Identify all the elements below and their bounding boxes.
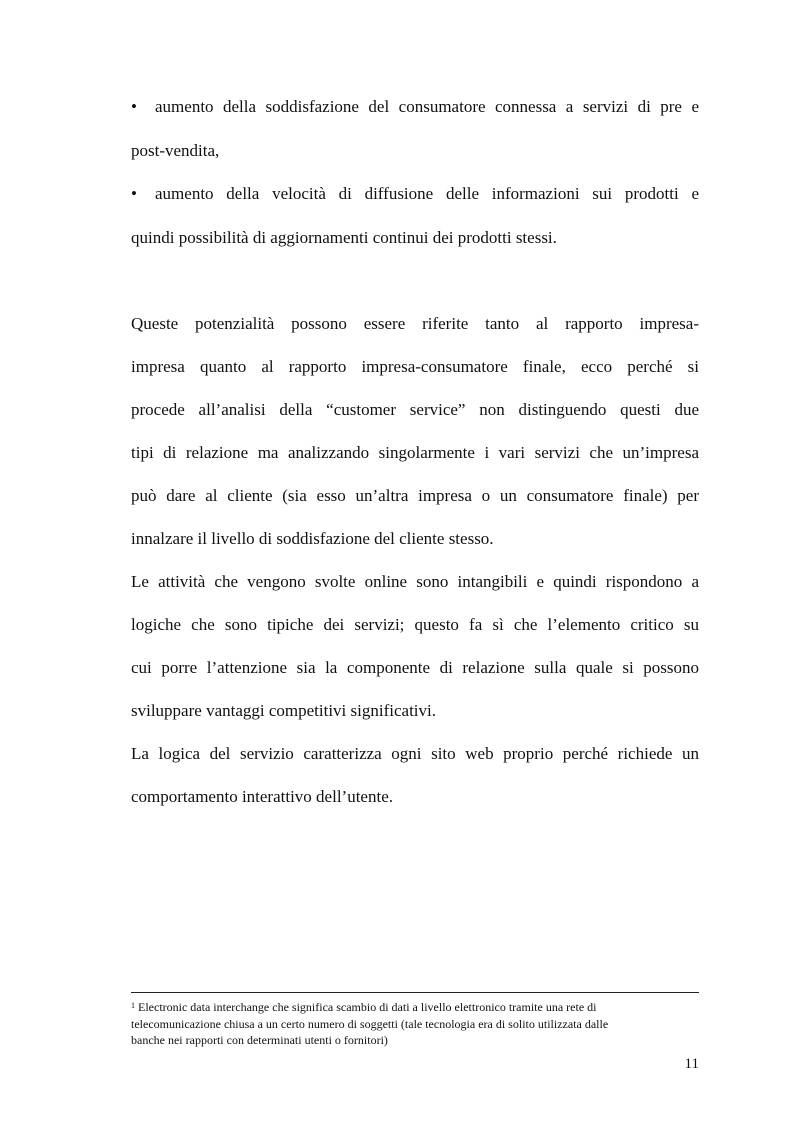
footnote-separator bbox=[131, 992, 699, 993]
paragraph-2-line-3: cui porre l’attenzione sia la componente di relazione sulla quale si possono bbox=[131, 658, 699, 677]
footnote-line-1 bbox=[131, 1000, 596, 1015]
paragraph-1-line-1: Queste potenzialità possono essere riferite tanto al rapporto impresa- bbox=[131, 314, 699, 333]
bullet-1-text-1: aumento della soddisfazione del consumatore connessa a servizi di pre e bbox=[155, 97, 699, 116]
footnote-marker: 1 bbox=[131, 1001, 135, 1010]
paragraph-1-line-4: tipi di relazione ma analizzando singolarmente i vari servizi che un’impresa bbox=[131, 443, 699, 462]
paragraph-1-line-6: innalzare il livello di soddisfazione del cliente stesso. bbox=[131, 529, 494, 548]
paragraph-2-line-4: sviluppare vantaggi competitivi significativi. bbox=[131, 701, 436, 720]
paragraph-2-line-1: Le attività che vengono svolte online sono intangibili e quindi rispondono a bbox=[131, 572, 699, 591]
page-number: 11 bbox=[684, 1056, 699, 1072]
footnote-text-1: Electronic data interchange che significa scambio di dati a livello elettronico tramite una rete di bbox=[138, 1000, 597, 1014]
paragraph-1-line-5: può dare al cliente (sia esso un’altra impresa o un consumatore finale) per bbox=[131, 486, 699, 505]
paragraph-2-line-2: logiche che sono tipiche dei servizi; questo fa sì che l’elemento critico su bbox=[131, 615, 699, 634]
bullet-1-line-1 bbox=[131, 97, 699, 117]
bullet-2-line-1 bbox=[131, 184, 699, 204]
paragraph-3-line-2: comportamento interattivo dell’utente. bbox=[131, 787, 393, 806]
bullet-2-marker: • bbox=[131, 184, 137, 203]
footnote-line-2: telecomunicazione chiusa a un certo numero di soggetti (tale tecnologia era di solito utilizzata dalle bbox=[131, 1017, 609, 1031]
bullet-1-line-2: post-vendita, bbox=[131, 141, 220, 160]
bullet-1-marker: • bbox=[131, 97, 137, 116]
paragraph-1-line-3: procede all’analisi della “customer service” non distinguendo questi due bbox=[131, 400, 699, 419]
paragraph-1-line-2: impresa quanto al rapporto impresa-consumatore finale, ecco perché si bbox=[131, 357, 699, 376]
footnote-line-3: banche nei rapporti con determinati utenti o fornitori) bbox=[131, 1033, 388, 1047]
bullet-2-line-2: quindi possibilità di aggiornamenti continui dei prodotti stessi. bbox=[131, 228, 557, 247]
bullet-2-text-1: aumento della velocità di diffusione delle informazioni sui prodotti e bbox=[155, 184, 699, 203]
paragraph-3-line-1: La logica del servizio caratterizza ogni sito web proprio perché richiede un bbox=[131, 744, 699, 763]
